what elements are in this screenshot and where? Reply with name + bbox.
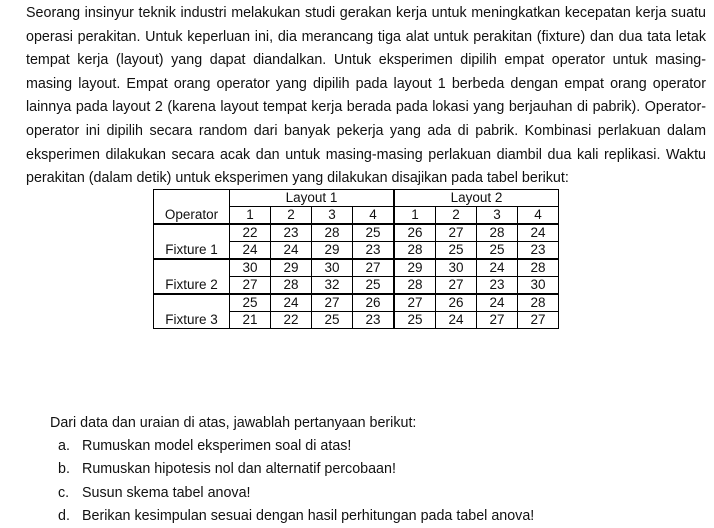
problem-statement: Seorang insinyur teknik industri melakukan studi gerakan kerja untuk meningkatkan kecepatan kerja suatu operasi perakitan. Untuk keperluan ini, dia merancang tiga alat untuk perakitan (fixture) dan dua tata letak tempat kerja (layout) yang dapat diandalkan. Untuk eksperimen dipilih empat operator untuk masing-masing layout. Empat orang operator yang dipilih pada layout 1 berbeda dengan empat orang operator lainnya pada layout 2 (karena layout tempat kerja berada pada lokasi yang berjauhan di pabrik). Operator-operator ini dipilih secara random dari banyak pekerja yang ada di pabrik. Kombinasi perlakuan dalam eksperimen dilakukan secara acak dan untuk masing-masing perlakuan diambil dua kali replikasi. Waktu perakitan (dalam detik) untuk eksperimen yang dilakukan disajikan pada tabel berikut: bbox=[26, 5, 706, 187]
table-cell: 27 bbox=[312, 294, 353, 312]
table-cell: 30 bbox=[436, 259, 477, 277]
table-cell: 26 bbox=[394, 224, 436, 242]
table-cell: 28 bbox=[312, 224, 353, 242]
table-cell: 28 bbox=[518, 259, 559, 277]
table-cell: 29 bbox=[312, 242, 353, 260]
table-cell: 29 bbox=[271, 259, 312, 277]
table-header-row bbox=[154, 190, 559, 207]
table-cell: 25 bbox=[477, 242, 518, 260]
layout-1-operator: 2 bbox=[271, 207, 312, 225]
question-letter: a. bbox=[58, 438, 70, 455]
question-letter: b. bbox=[58, 461, 70, 478]
table-cell: 23 bbox=[353, 242, 395, 260]
layout-2-operator: 4 bbox=[518, 207, 559, 225]
table-cell: 24 bbox=[271, 294, 312, 312]
table-cell: 24 bbox=[518, 224, 559, 242]
table-cell: 22 bbox=[271, 312, 312, 329]
table-cell: 23 bbox=[271, 224, 312, 242]
table-cell: 21 bbox=[230, 312, 271, 329]
table-cell: 27 bbox=[518, 312, 559, 329]
question-item bbox=[50, 505, 690, 528]
layout-1-operator: 3 bbox=[312, 207, 353, 225]
table-cell: 27 bbox=[436, 277, 477, 295]
question-text: Rumuskan model eksperimen soal di atas! bbox=[82, 438, 352, 455]
table-cell: 28 bbox=[394, 242, 436, 260]
table-cell: 27 bbox=[436, 224, 477, 242]
table-cell: 30 bbox=[312, 259, 353, 277]
table-row bbox=[154, 224, 559, 242]
fixture-label: Fixture 2 bbox=[154, 259, 230, 294]
table-cell: 27 bbox=[394, 294, 436, 312]
table-cell: 28 bbox=[518, 294, 559, 312]
question-text: Rumuskan hipotesis nol dan alternatif percobaan! bbox=[82, 461, 396, 478]
questions-intro: Dari data dan uraian di atas, jawablah pertanyaan berikut: bbox=[50, 415, 417, 431]
question-letter: c. bbox=[58, 484, 70, 501]
table-cell: 24 bbox=[436, 312, 477, 329]
table-cell: 25 bbox=[436, 242, 477, 260]
table-cell: 22 bbox=[230, 224, 271, 242]
table-cell: 28 bbox=[271, 277, 312, 295]
table-cell: 28 bbox=[477, 224, 518, 242]
table-cell: 23 bbox=[477, 277, 518, 295]
table-cell: 24 bbox=[477, 294, 518, 312]
fixture-label: Fixture 1 bbox=[154, 224, 230, 259]
table-row bbox=[154, 294, 559, 312]
table-cell: 26 bbox=[436, 294, 477, 312]
question-item bbox=[50, 482, 690, 505]
layout-1-operator: 1 bbox=[230, 207, 271, 225]
table-cell: 25 bbox=[353, 224, 395, 242]
table-cell: 24 bbox=[230, 242, 271, 260]
questions-section bbox=[50, 412, 690, 528]
table-cell: 25 bbox=[230, 294, 271, 312]
operator-header: Operator bbox=[154, 190, 230, 225]
table-cell: 28 bbox=[394, 277, 436, 295]
layout-2-operator: 1 bbox=[394, 207, 436, 225]
table-cell: 23 bbox=[518, 242, 559, 260]
table-cell: 24 bbox=[477, 259, 518, 277]
layout-1-header: Layout 1 bbox=[230, 190, 395, 207]
layout-2-operator: 2 bbox=[436, 207, 477, 225]
table-cell: 26 bbox=[353, 294, 395, 312]
layout-2-operator: 3 bbox=[477, 207, 518, 225]
question-item bbox=[50, 458, 690, 481]
table-cell: 27 bbox=[230, 277, 271, 295]
question-text: Berikan kesimpulan sesuai dengan hasil perhitungan pada tabel anova! bbox=[82, 507, 535, 524]
question-list bbox=[50, 435, 690, 528]
question-letter: d. bbox=[58, 507, 70, 524]
table-cell: 25 bbox=[394, 312, 436, 329]
table-cell: 29 bbox=[394, 259, 436, 277]
table-cell: 27 bbox=[477, 312, 518, 329]
table-row bbox=[154, 259, 559, 277]
table-cell: 30 bbox=[518, 277, 559, 295]
table-cell: 25 bbox=[353, 277, 395, 295]
table-cell: 32 bbox=[312, 277, 353, 295]
fixture-label: Fixture 3 bbox=[154, 294, 230, 329]
table-cell: 24 bbox=[271, 242, 312, 260]
table-cell: 25 bbox=[312, 312, 353, 329]
layout-1-operator: 4 bbox=[353, 207, 395, 225]
layout-2-header: Layout 2 bbox=[394, 190, 559, 207]
table-cell: 30 bbox=[230, 259, 271, 277]
table-cell: 27 bbox=[353, 259, 395, 277]
question-item bbox=[50, 435, 690, 458]
assembly-time-table bbox=[153, 189, 559, 329]
table-cell: 23 bbox=[353, 312, 395, 329]
question-text: Susun skema tabel anova! bbox=[82, 484, 251, 501]
